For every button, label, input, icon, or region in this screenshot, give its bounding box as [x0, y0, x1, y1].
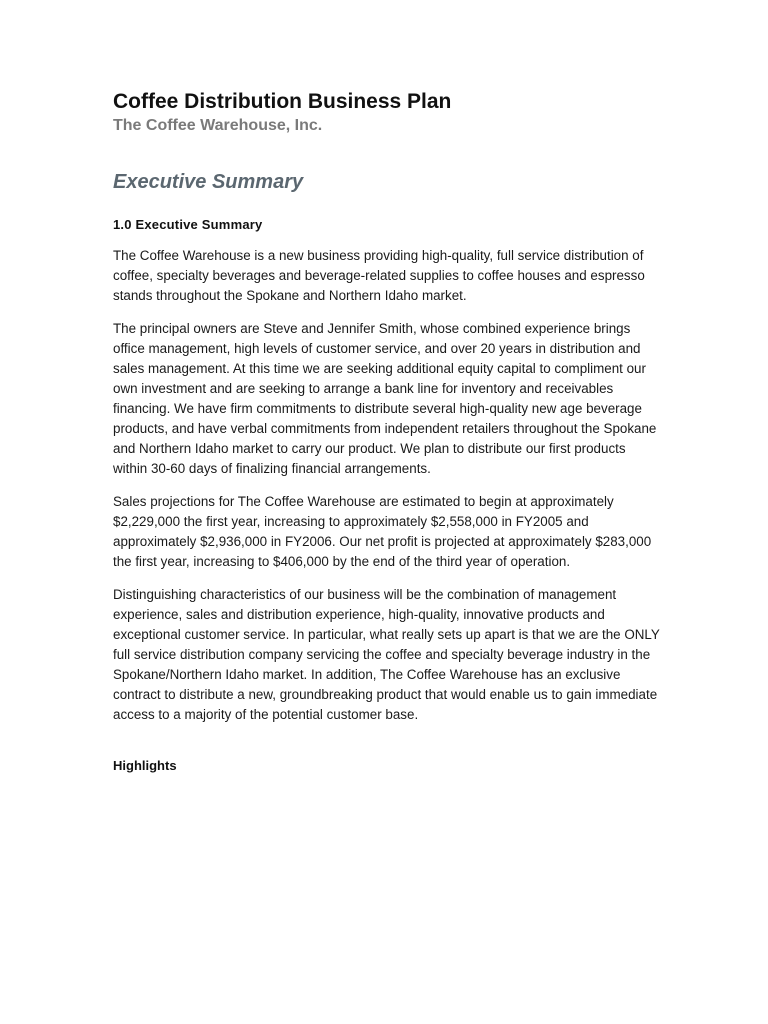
document-subtitle: The Coffee Warehouse, Inc.	[113, 117, 323, 134]
document-page	[113, 88, 661, 775]
paragraph-owners: The principal owners are Steve and Jennifer Smith, whose combined experience brings office management, high levels of customer service, and over 20 years in distribution and sales management. At this time we are seeking additional equity capital to compliment our own investment and are seeking to arrange a bank line for inventory and receivables financing. We have firm commitments to distribute several high-quality new age beverage products, and have verbal commitments from independent retailers throughout the Spokane and Northern Idaho market to carry our product. We plan to distribute our first products within 30-60 days of finalizing financial arrangements.	[113, 321, 657, 476]
highlights-heading: Highlights	[113, 758, 177, 773]
paragraph-intro: The Coffee Warehouse is a new business providing high-quality, full service distribution of coffee, specialty beverages and beverage-related supplies to coffee houses and espresso stands throughout the Spokane and Northern Idaho market.	[113, 248, 645, 303]
section-heading-executive-summary: Executive Summary	[113, 171, 304, 193]
paragraph-sales-projections: Sales projections for The Coffee Warehouse are estimated to begin at approximately $2,229,000 the first year, increasing to approximately $2,558,000 in FY2005 and approximately $2,936,000 in FY2006. Our net profit is projected at approximately $283,000 the first year, increasing to $406,000 by the end of the third year of operation.	[113, 494, 652, 569]
subsection-heading: 1.0 Executive Summary	[113, 217, 263, 232]
paragraph-distinguishing: Distinguishing characteristics of our business will be the combination of management experience, sales and distribution experience, high-quality, innovative products and exceptional customer service. In particular, what really sets up apart is that we are the ONLY full service distribution company servicing the coffee and specialty beverage industry in the Spokane/Northern Idaho market. In addition, The Coffee Warehouse has an exclusive contract to distribute a new, groundbreaking product that would enable us to gain immediate access to a majority of the potential customer base.	[113, 587, 660, 722]
document-title: Coffee Distribution Business Plan	[113, 90, 452, 113]
